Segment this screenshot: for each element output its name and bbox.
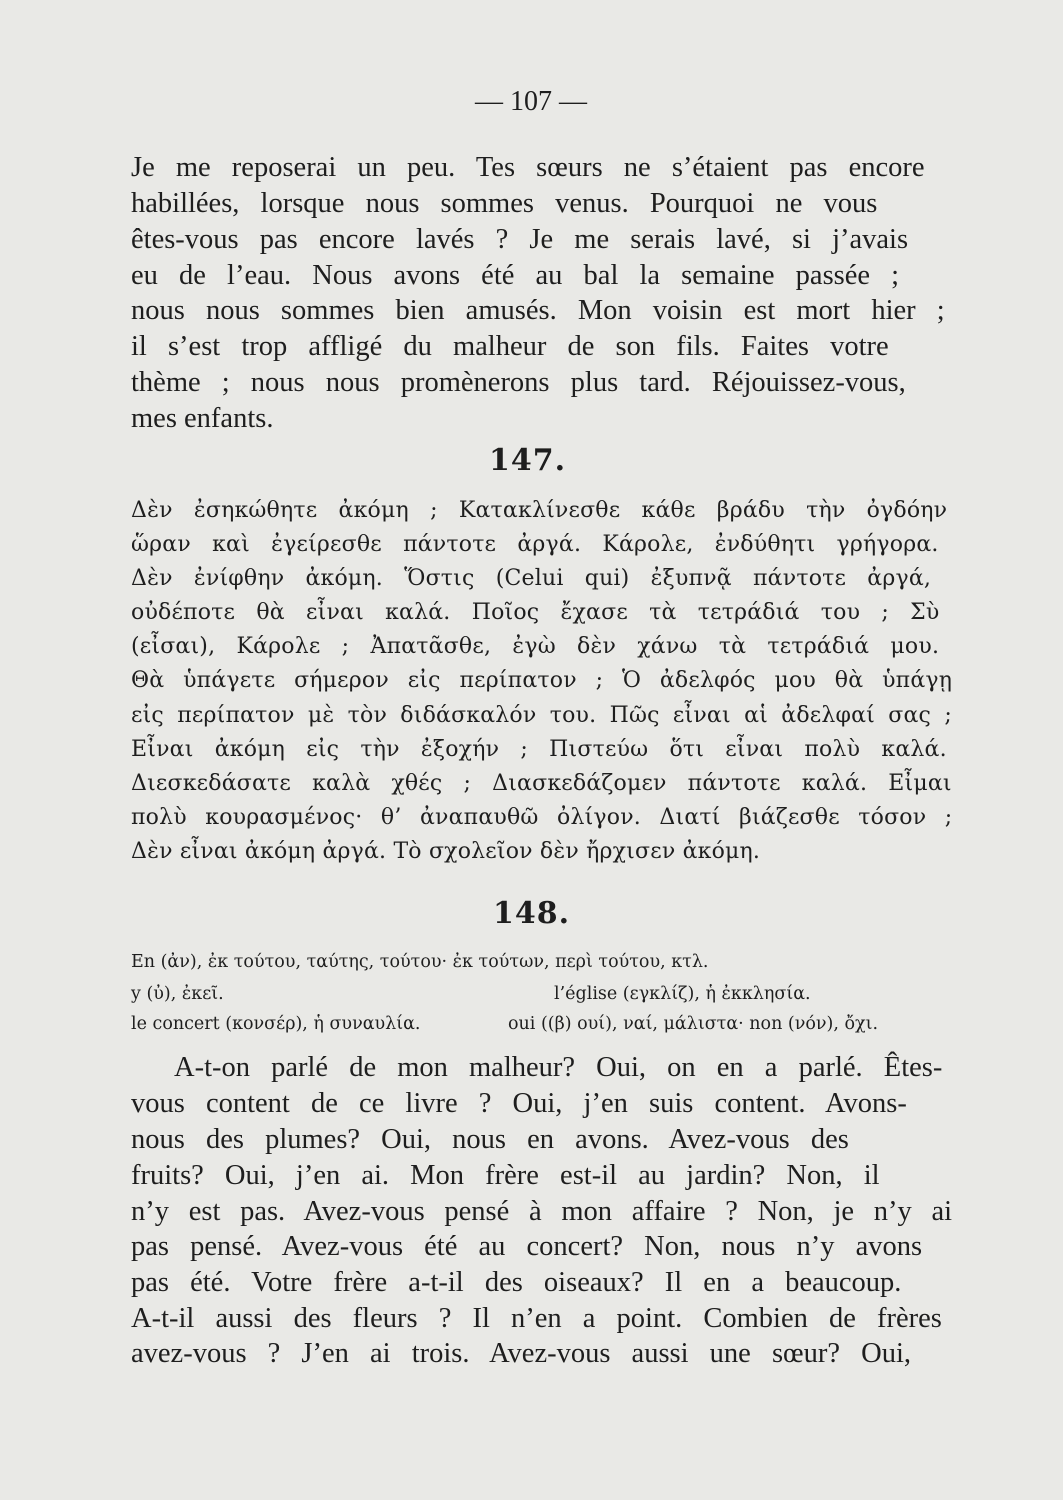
vocab-entry: oui ((β) ουί), ναί, μάλιστα· non (νόν), ὄχι. (508, 1014, 879, 1034)
text-line: Δὲν ἐνίφθην ἀκόμη. Ὅστις (Celui qui) ἐξυπνᾷ πάντοτε ἀργά, (131, 566, 932, 591)
text-line: εἰς περίπατον μὲ τὸν διδάσκαλόν του. Πῶς εἶναι αἱ ἀδελφαί σας ; (131, 703, 952, 728)
text-line: πολὺ κουρασμένος· θ’ ἀναπαυθῶ ὀλίγον. Διατί βιάζεσθε τόσον ; (131, 805, 953, 830)
text-line: Διεσκεδάσατε καλὰ χθές ; Διασκεδάζομεν πάντοτε καλά. Εἶμαι (131, 771, 952, 796)
vocab-entry: le concert (κονσέρ), ἡ συναυλία. (131, 1014, 421, 1034)
text-line: habillées, lorsque nous sommes venus. Pourquoi ne vous (131, 188, 878, 219)
vocab-entry: y (ὐ), ἐκεῖ. (131, 984, 224, 1004)
text-line: avez-vous ? J’en ai trois. Avez-vous aussi une sœur? Oui, (131, 1338, 912, 1369)
page-number: — 107 — (475, 86, 587, 117)
text-line: ὥραν καὶ ἐγείρεσθε πάντοτε ἀργά. Κάρολε, ἐνδύθητι γρήγορα. (131, 532, 939, 557)
text-line: fruits? Oui, j’en ai. Mon frère est-il au jardin? Non, il (131, 1160, 880, 1191)
text-line: êtes-vous pas encore lavés ? Je me serais lavé, si j’avais (131, 224, 909, 255)
text-line: mes enfants. (131, 403, 274, 434)
text-line: nous nous sommes bien amusés. Mon voisin est mort hier ; (131, 295, 945, 326)
text-line: οὐδέποτε θὰ εἶναι καλά. Ποῖος ἔχασε τὰ τετράδιά του ; Σὺ (131, 600, 940, 625)
text-line: Εἶναι ἀκόμη εἰς τὴν ἐξοχήν ; Πιστεύω ὅτι εἶναι πολὺ καλά. (131, 737, 947, 762)
text-line: pas pensé. Avez-vous été au concert? Non, nous n’y avons (131, 1231, 923, 1262)
text-line: Je me reposerai un peu. Tes sœurs ne s’étaient pas encore (131, 152, 925, 183)
text-line: Δὲν ἐσηκώθητε ἀκόμη ; Κατακλίνεσθε κάθε βράδυ τὴν ὀγδόην (131, 498, 948, 523)
text-line: nous des plumes? Oui, nous en avons. Avez-vous des (131, 1124, 849, 1155)
text-line: pas été. Votre frère a-t-il des oiseaux? Il en a beaucoup. (131, 1267, 902, 1298)
text-line: Δὲν εἶναι ἀκόμη ἀργά. Τὸ σχολεῖον δὲν ἤρχισεν ἀκόμη. (131, 839, 761, 864)
text-line: (εἶσαι), Κάρολε ; Ἀπατᾶσθε, ἐγὼ δὲν χάνω τὰ τετράδιά μου. (131, 634, 940, 659)
text-line: il s’est trop affligé du malheur de son fils. Faites votre (131, 331, 889, 362)
vocab-entry: En (ἀν), ἐκ τούτου, ταύτης, τούτου· ἐκ τούτων, περὶ τούτου, κτλ. (131, 952, 709, 972)
text-line: eu de l’eau. Nous avons été au bal la semaine passée ; (131, 260, 900, 291)
section-heading-148: 148. (493, 896, 571, 931)
text-line: A-t-il aussi des fleurs ? Il n’en a point. Combien de frères (131, 1303, 942, 1334)
text-line: n’y est pas. Avez-vous pensé à mon affaire ? Non, je n’y ai (131, 1196, 953, 1227)
text-line: A-t-on parlé de mon malheur? Oui, on en a parlé. Êtes- (174, 1052, 943, 1083)
section-heading-147: 147. (489, 443, 567, 478)
text-line: thème ; nous nous promènerons plus tard. Réjouissez-vous, (131, 367, 906, 398)
text-line: Θὰ ὑπάγετε σήμερον εἰς περίπατον ; Ὁ ἀδελφός μου θὰ ὑπάγῃ (131, 668, 953, 693)
vocab-entry: l’église (εγκλίζ), ἡ ἐκκλησία. (554, 984, 811, 1004)
text-line: vous content de ce livre ? Oui, j’en suis content. Avons- (131, 1088, 907, 1119)
